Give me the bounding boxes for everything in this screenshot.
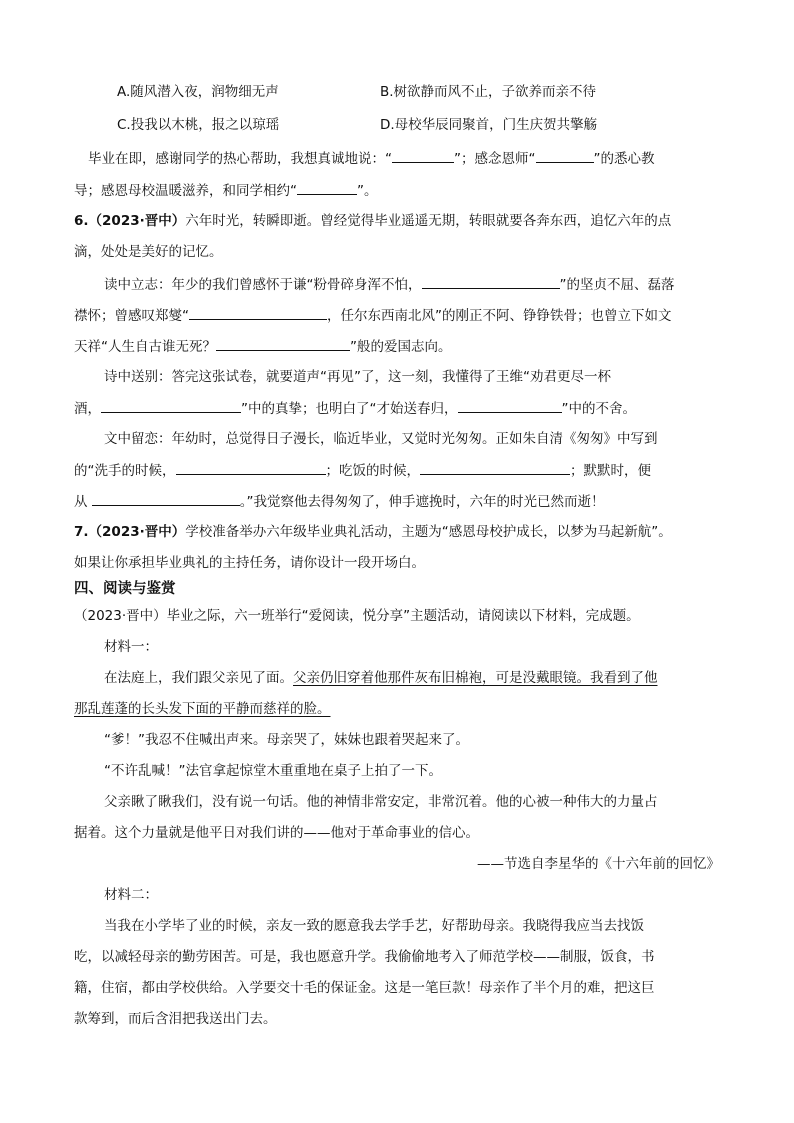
m1-p4-line-1: 父亲瞅了瞅我们，没有说一句话。他的神情非常安定，非常沉着。他的心被一种伟大的力量占 (104, 794, 658, 810)
m1-p4-line-2: 据着。这个力量就是他平日对我们讲的——他对于革命事业的信心。 (74, 825, 479, 841)
q5-tail-line-1 (88, 148, 655, 168)
answer-blank[interactable] (101, 398, 241, 413)
option-a: A.随风潜入夜，润物细无声 (117, 84, 279, 100)
q6-read-line-1 (104, 274, 675, 294)
q6-read-line-2 (74, 305, 672, 325)
question-tag: （2023·晋中） (88, 524, 186, 540)
section-heading: 四、阅读与鉴赏 (74, 581, 176, 597)
option-b: B.树欲静而风不止，子欲养而亲不待 (380, 84, 597, 100)
q6-text: ”般的爱国志向。 (350, 339, 452, 355)
q6-poem-line-2 (74, 398, 636, 418)
q6-text: 从 (74, 494, 92, 510)
m1-text: 在法庭上，我们跟父亲见了面。 (104, 670, 293, 686)
q6-poem-line-1: 诗中送别：答完这张试卷，就要道声“再见”了，这一刻，我懂得了王维“劝君更尽一杯 (104, 369, 611, 385)
material-1-label: 材料一： (104, 639, 158, 655)
m2-p1-line-3: 籍，住宿，都由学校供给。入学要交十毛的保证金。这是一笔巨款！母亲作了半个月的难，把这巨 (74, 980, 655, 996)
q7-line-1 (74, 522, 672, 542)
q6-text: ”中的真挚；也明白了“才始送春归， (241, 401, 458, 417)
question-number: 6. (74, 213, 89, 229)
q6-read-line-3 (74, 336, 452, 356)
m2-p1-line-4: 款筹到，而后含泪把我送出门去。 (74, 1011, 277, 1027)
q7-line-2: 如果让你承担毕业典礼的主持任务，请你设计一段开场白。 (74, 555, 425, 571)
m1-source: ——节选自李星华的《十六年前的回忆》 (477, 856, 720, 872)
q6-text: 天祥“人生自古谁无死？ (74, 339, 216, 355)
question-text: 学校准备举办六年级毕业典礼活动，主题为“感恩母校护成长，以梦为马起新航”。 (185, 524, 672, 540)
m2-p1-line-1: 当我在小学毕了业的时候，亲友一致的愿意我去学手艺，好帮助母亲。我晓得我应当去找饭 (104, 918, 644, 934)
q5-text: ”。 (357, 183, 378, 199)
q5-text: ”的悉心教 (593, 151, 655, 167)
q6-text: 襟怀；曾感叹郑燮“ (74, 308, 189, 324)
answer-blank[interactable] (458, 398, 562, 413)
q6-text: 读中立志：年少的我们曾感怀于谦“粉骨碎身浑不怕， (104, 277, 422, 293)
material-2-label: 材料二： (104, 887, 158, 903)
q6-text-line-3 (74, 491, 605, 511)
q6-text-line-2 (74, 460, 651, 480)
q6-line-1 (74, 211, 671, 231)
answer-blank[interactable] (420, 460, 570, 475)
q6-text: ”的坚贞不屈、磊落 (559, 277, 675, 293)
q6-text: 酒， (74, 401, 101, 417)
q6-text: ；吃饭的时候， (325, 463, 420, 479)
q6-text: ，任尔东西南北风”的刚正不阿、铮铮铁骨；也曾立下如文 (327, 308, 672, 324)
answer-blank[interactable] (92, 491, 240, 506)
q6-text: ”中的不舍。 (561, 401, 636, 417)
q6-text: 。”我觉察他去得匆匆了，伸手遮挽时，六年的时光已然而逝！ (239, 494, 605, 510)
m2-p1-line-2: 吃，以减轻母亲的勤劳困苦。可是，我也愿意升学。我偷偷地考入了师范学校——制服，饭食，书 (74, 949, 655, 965)
q5-tail-line-2 (74, 180, 378, 200)
option-d: D.母校华辰同聚首，门生庆贺共擎觞 (380, 117, 598, 133)
answer-blank[interactable] (392, 148, 454, 163)
m1-p2: “爹！”我忍不住喊出声来。母亲哭了，妹妹也跟着哭起来了。 (104, 732, 469, 748)
answer-blank[interactable] (536, 148, 594, 163)
answer-blank[interactable] (216, 336, 350, 351)
answer-blank[interactable] (189, 305, 327, 320)
question-number: 7. (74, 524, 89, 540)
q6-text: 的“洗手的时候， (74, 463, 176, 479)
option-c: C.投我以木桃，报之以琼瑶 (117, 117, 280, 133)
question-text: 六年时光，转瞬即逝。曾经觉得毕业遥遥无期，转眼就要各奔东西，追忆六年的点 (185, 213, 672, 229)
m1-underlined-text: 父亲仍旧穿着他那件灰布旧棉袍，可是没戴眼镜。我看到了他 (293, 670, 658, 686)
q6-text: ；默默时，便 (570, 463, 651, 479)
q5-text: ”；感念恩师“ (454, 151, 536, 167)
q5-text: 毕业在即，感谢同学的热心帮助，我想真诚地说：“ (88, 151, 392, 167)
answer-blank[interactable] (176, 460, 326, 475)
m1-p1-line-1 (104, 668, 658, 688)
answer-blank[interactable] (422, 274, 560, 289)
question-tag: （2023·晋中） (88, 213, 186, 229)
section-intro: （2023·晋中）毕业之际，六一班举行“爱阅读，悦分享”主题活动，请阅读以下材料，完成题。 (74, 608, 640, 624)
q6-text-line-1: 文中留恋：年幼时，总觉得日子漫长，临近毕业，又觉时光匆匆。正如朱自清《匆匆》中写到 (104, 431, 658, 447)
q5-text: 导；感恩母校温暖滋养，和同学相约“ (74, 183, 297, 199)
q6-line-2: 滴，处处是美好的记忆。 (74, 244, 223, 260)
m1-p1-line-2: 那乱莲蓬的长头发下面的平静而慈祥的脸。 (74, 701, 331, 717)
answer-blank[interactable] (297, 180, 357, 195)
m1-p3: “不许乱喊！”法官拿起惊堂木重重地在桌子上拍了一下。 (104, 763, 442, 779)
